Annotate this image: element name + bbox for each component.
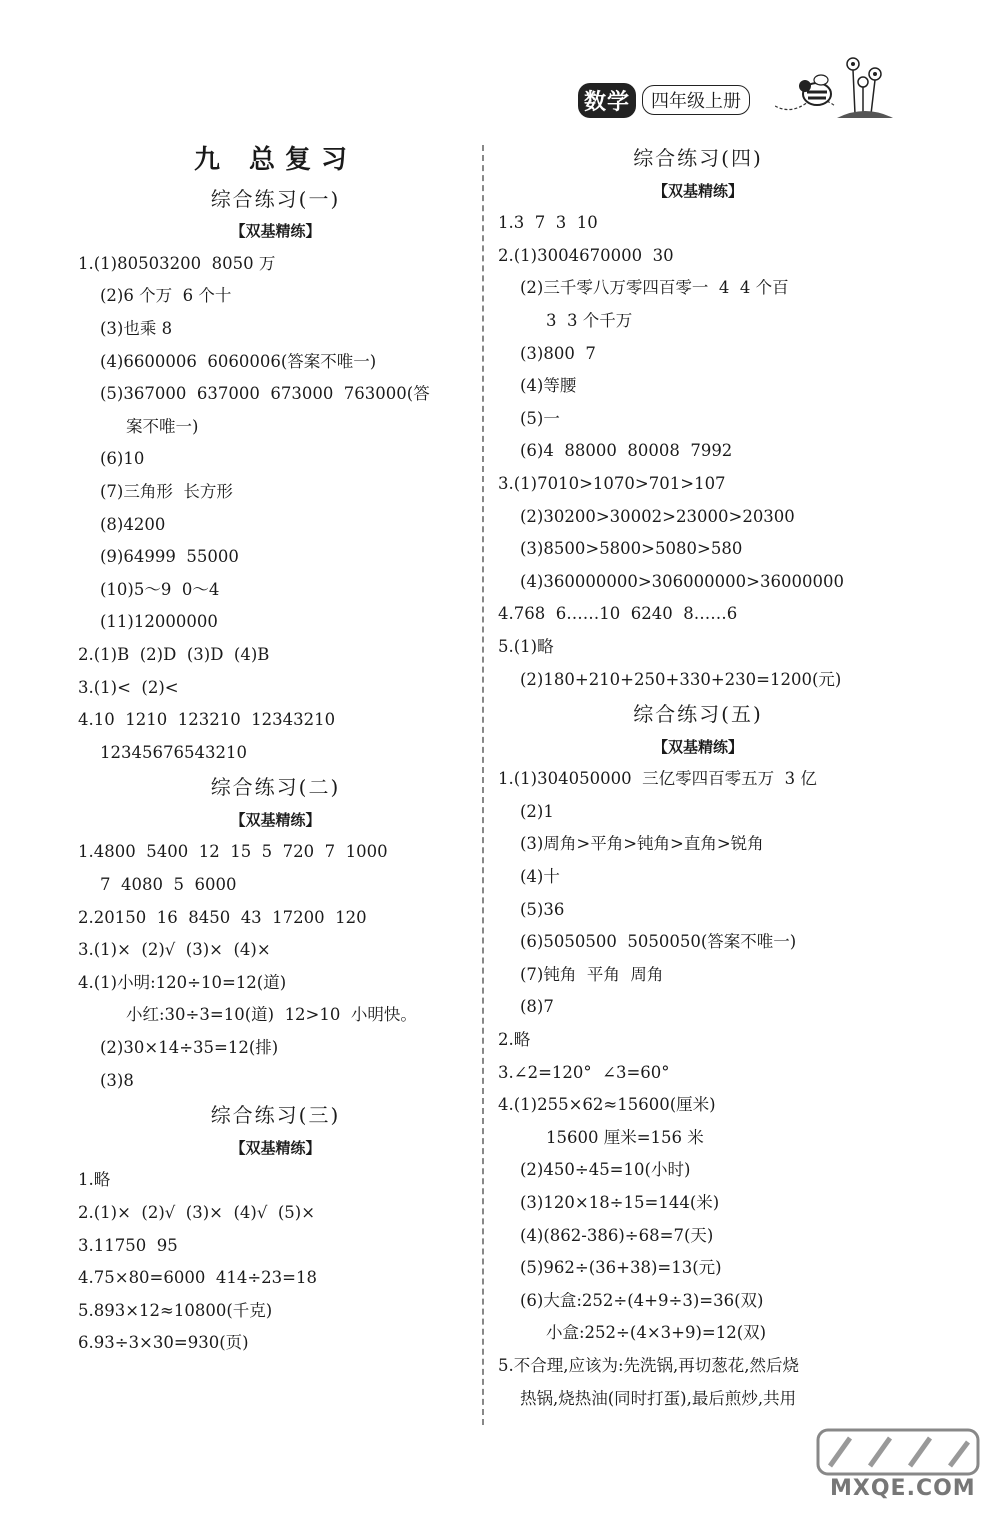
page-header <box>560 48 900 128</box>
section-subtitle: 【双基精练】 <box>230 1138 321 1157</box>
answer-line: (11)12000000 <box>100 612 218 632</box>
answer-line: (5)一 <box>520 408 560 428</box>
answer-line: 5.893×12≈10800(千克) <box>78 1300 273 1320</box>
answer-line: 3.(1)< (2)< <box>78 677 179 697</box>
answer-line: 5.不合理,应该为:先洗锅,再切葱花,然后烧 <box>498 1355 800 1375</box>
answer-line: 小红:30÷3=10(道) 12>10 小明快。 <box>126 1005 417 1025</box>
book-title <box>578 82 750 118</box>
answer-line: (5)36 <box>520 899 565 919</box>
section-title: 综合练习(四) <box>633 146 763 170</box>
answer-line: 4.(1)255×62≈15600(厘米) <box>498 1095 716 1115</box>
answer-line: (3)8 <box>100 1070 134 1090</box>
answer-line: (6)大盒:252÷(4+9÷3)=36(双) <box>520 1290 764 1310</box>
answer-line: (5)367000 637000 673000 763000(答 <box>100 384 430 404</box>
answer-line: 1.(1)304050000 三亿零四百零五万 3 亿 <box>498 769 817 789</box>
answer-line: (5)962÷(36+38)=13(元) <box>520 1258 722 1278</box>
section-title: 综合练习(五) <box>633 702 763 727</box>
answer-line: 案不唯一) <box>126 416 199 436</box>
answer-line: (4)360000000>306000000>36000000 <box>520 571 844 591</box>
grade-label: 四年级上册 <box>642 85 750 115</box>
answer-line: (3)800 7 <box>520 343 596 363</box>
answer-line: (4)十 <box>520 867 560 887</box>
watermark-text: MXQE.COM <box>830 1476 976 1501</box>
answer-line: (6)10 <box>100 449 145 469</box>
answer-line: 3.(1)× (2)√ (3)× (4)× <box>78 940 271 960</box>
answer-line: (3)也乘 8 <box>100 318 173 338</box>
answer-line: 2.略 <box>498 1030 531 1050</box>
answer-line: 3 3 个千万 <box>546 310 633 330</box>
section-title: 综合练习(一) <box>210 186 341 211</box>
answer-line: (9)64999 55000 <box>100 547 239 567</box>
answer-line: 3.(1)7010>1070>701>107 <box>498 473 726 493</box>
answer-line: 热锅,烧热油(同时打蛋),最后煎炒,共用 <box>520 1388 797 1408</box>
answer-line: 1.略 <box>78 1170 111 1190</box>
answer-line: (7)三角形 长方形 <box>100 481 233 501</box>
right-column <box>498 140 898 1415</box>
answer-line: (2)180+210+250+330+230=1200(元) <box>520 669 842 689</box>
answer-line: 1.(1)80503200 8050 万 <box>78 253 276 273</box>
section-subtitle: 【双基精练】 <box>652 737 743 756</box>
answer-line: 4.768 6……10 6240 8……6 <box>498 604 738 624</box>
answer-line: (2)30×14÷35=12(排) <box>100 1038 279 1058</box>
answer-line: 6.93÷3×30=930(页) <box>78 1333 249 1353</box>
answer-line: 1.3 7 3 10 <box>498 213 598 233</box>
section-subtitle: 【双基精练】 <box>652 181 743 200</box>
answer-line: 1.4800 5400 12 15 5 720 7 1000 <box>78 842 388 862</box>
section-title: 综合练习(二) <box>210 775 341 800</box>
answer-line: (3)周角>平角>钝角>直角>锐角 <box>520 834 764 854</box>
answer-line: (8)4200 <box>100 514 166 534</box>
answer-line: (2)450÷45=10(小时) <box>520 1160 691 1180</box>
answer-line: (10)5～9 0～4 <box>100 579 220 599</box>
answer-line: 4.10 1210 123210 12343210 <box>78 710 336 730</box>
answer-line: 2.(1)B (2)D (3)D (4)B <box>78 644 270 664</box>
subject-label: 数学 <box>578 83 636 118</box>
answer-line: (2)1 <box>520 801 554 821</box>
answer-line: (2)30200>30002>23000>20300 <box>520 506 795 526</box>
section-subtitle: 【双基精练】 <box>230 810 321 829</box>
section-subtitle: 【双基精练】 <box>230 222 321 241</box>
answer-line: 12345676543210 <box>100 742 247 762</box>
answer-line: (4)6600006 6060006(答案不唯一) <box>100 351 377 371</box>
answer-line: 4.75×80=6000 414÷23=18 <box>78 1268 318 1288</box>
answer-line: 5.(1)略 <box>498 636 554 656</box>
answer-line: 2.20150 16 8450 43 17200 120 <box>78 907 367 927</box>
bee-flower-decoration-icon <box>775 48 895 128</box>
left-column <box>78 140 473 1360</box>
answer-line: 2.(1)× (2)√ (3)× (4)√ (5)× <box>78 1203 316 1222</box>
answer-line: 小盒:252÷(4×3+9)=12(双) <box>546 1323 767 1343</box>
section-title: 综合练习(三) <box>210 1103 341 1128</box>
answer-line: 2.(1)3004670000 30 <box>498 245 674 265</box>
answer-line: 7 4080 5 6000 <box>100 875 237 895</box>
answer-line: (3)120×18÷15=144(米) <box>520 1193 720 1212</box>
answer-line: 15600 厘米=156 米 <box>546 1127 704 1147</box>
answer-line: (8)7 <box>520 997 554 1017</box>
answer-line: (2)三千零八万零四百零一 4 4 个百 <box>520 278 789 298</box>
answer-line: 3.11750 95 <box>78 1235 178 1255</box>
answer-line: (3)8500>5800>5080>580 <box>520 539 743 559</box>
chapter-title: 九 总复习 <box>193 145 358 175</box>
column-divider <box>482 145 484 1425</box>
answer-line: (7)钝角 平角 周角 <box>520 964 664 984</box>
answer-line: (4)(862-386)÷68=7(天) <box>520 1225 714 1245</box>
answer-line: (2)6 个万 6 个十 <box>100 286 232 306</box>
answer-line: (6)5050500 5050050(答案不唯一) <box>520 932 797 952</box>
answer-line: (4)等腰 <box>520 376 577 396</box>
answer-line: 4.(1)小明:120÷10=12(道) <box>78 972 287 992</box>
answer-line: (6)4 88000 80008 7992 <box>520 441 733 461</box>
answer-line: 3.∠2=120° ∠3=60° <box>498 1062 670 1082</box>
